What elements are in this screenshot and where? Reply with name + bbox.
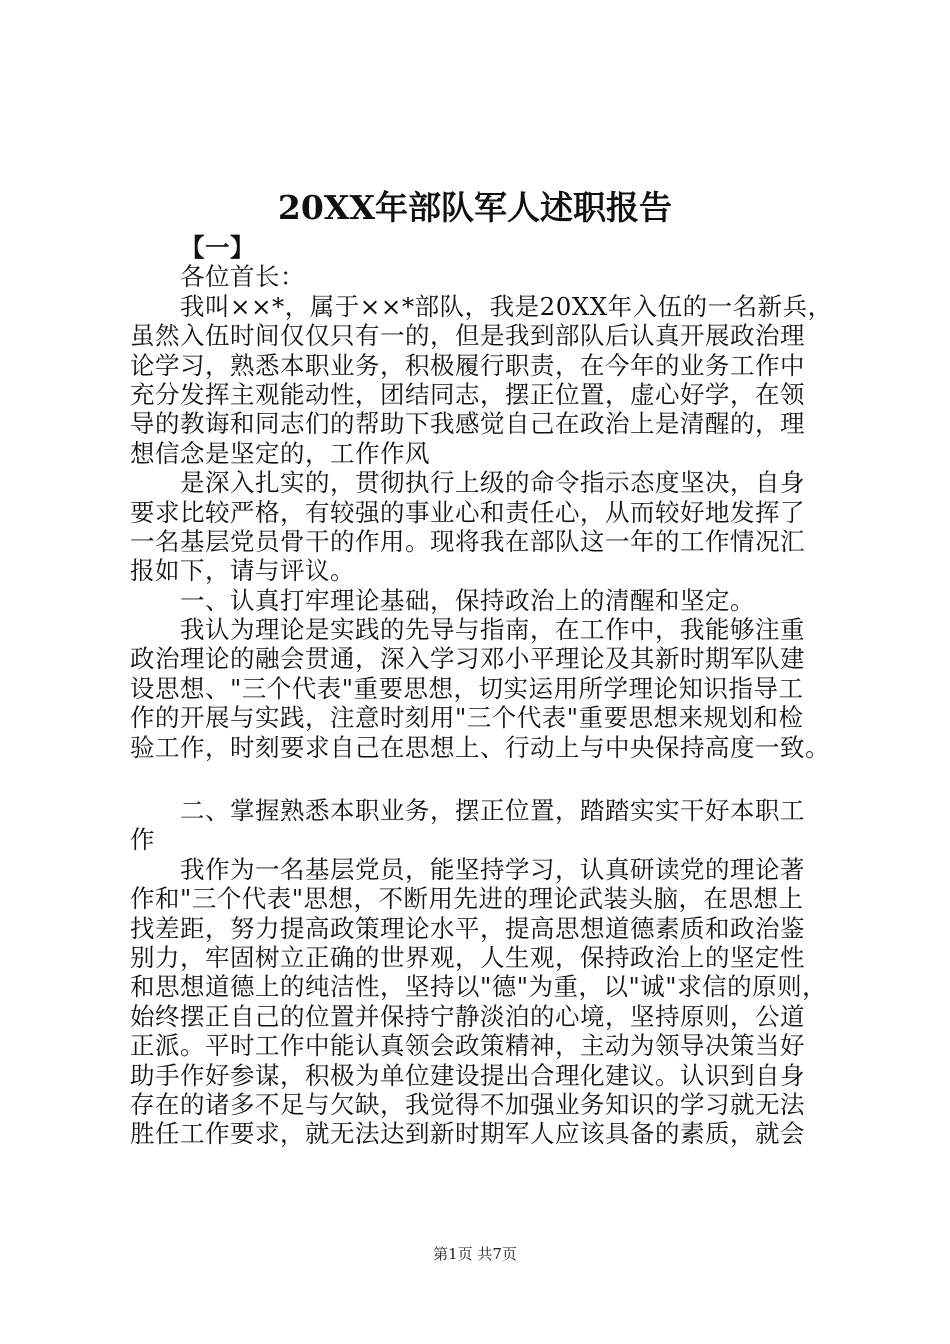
paragraph-line: 胜任工作要求，就无法达到新时期军人应该具备的素质，就会 xyxy=(130,1119,805,1149)
paragraph-gap xyxy=(130,762,850,796)
heading-line: 二、掌握熟悉本职业务，摆正位置，踏踏实实干好本职工 xyxy=(180,796,805,826)
section-label: 【一】 xyxy=(180,233,255,262)
document-body xyxy=(130,233,850,1149)
paragraph-line: 充分发挥主观能动性，团结同志，摆正位置，虚心好学，在领 xyxy=(130,379,805,409)
paragraph-line: 政治理论的融会贯通，深入学习邓小平理论及其新时期军队建 xyxy=(130,644,805,674)
section-heading-2 xyxy=(130,796,850,855)
paragraph-line: 作和"三个代表"思想，不断用先进的理论武装头脑，在思想上 xyxy=(130,884,804,914)
paragraph-4 xyxy=(130,855,850,1149)
paragraph-line: 找差距，努力提高政策理论水平，提高思想道德素质和政治鉴 xyxy=(130,913,805,943)
page-footer: 第1页 共7页 xyxy=(433,1245,517,1263)
paragraph-line: 报如下，请与评议。 xyxy=(130,556,355,586)
document-title: 20XX年部队军人述职报告 xyxy=(277,188,673,227)
paragraph-line: 正派。平时工作中能认真领会政策精神，主动为领导决策当好 xyxy=(130,1031,805,1061)
section-heading-1: 一、认真打牢理论基础，保持政治上的清醒和坚定。 xyxy=(180,585,755,615)
paragraph-line: 设思想、"三个代表"重要思想，切实运用所学理论知识指导工 xyxy=(130,673,804,703)
paragraph-line: 别力，牢固树立正确的世界观，人生观，保持政治上的坚定性 xyxy=(130,942,805,972)
paragraph-2 xyxy=(130,468,850,586)
paragraph-line: 存在的诸多不足与欠缺，我觉得不加强业务知识的学习就无法 xyxy=(130,1089,805,1119)
paragraph-line: 验工作，时刻要求自己在思想上、行动上与中央保持高度一致。 xyxy=(130,732,830,762)
paragraph-line: 要求比较严格，有较强的事业心和责任心，从而较好地发挥了 xyxy=(130,497,805,527)
paragraph-line: 是深入扎实的，贯彻执行上级的命令指示态度坚决，自身 xyxy=(180,468,805,498)
paragraph-line: 我叫××*，属于××*部队，我是20XX年入伍的一名新兵， xyxy=(180,291,833,321)
paragraph-line: 我认为理论是实践的先导与指南，在工作中，我能够注重 xyxy=(180,615,805,645)
paragraph-line: 虽然入伍时间仅仅只有一的，但是我到部队后认真开展政治理 xyxy=(130,321,805,351)
paragraph-line: 始终摆正自己的位置并保持宁静淡泊的心境，坚持原则，公道 xyxy=(130,1001,805,1031)
paragraph-line: 和思想道德上的纯洁性，坚持以"德"为重，以"诚"求信的原则， xyxy=(130,972,828,1002)
salutation: 各位首长： xyxy=(180,262,305,292)
paragraph-line: 论学习，熟悉本职业务，积极履行职责，在今年的业务工作中 xyxy=(130,350,805,380)
paragraph-line: 一名基层党员骨干的作用。现将我在部队这一年的工作情况汇 xyxy=(130,526,805,556)
paragraph-3 xyxy=(130,615,850,762)
paragraph-line: 导的教诲和同志们的帮助下我感觉自己在政治上是清醒的，理 xyxy=(130,409,805,439)
paragraph-line: 想信念是坚定的，工作作风 xyxy=(130,438,430,468)
paragraph-line: 作的开展与实践，注意时刻用"三个代表"重要思想来规划和检 xyxy=(130,703,804,733)
paragraph-line: 助手作好参谋，积极为单位建设提出合理化建议。认识到自身 xyxy=(130,1060,805,1090)
heading-line: 作 xyxy=(130,825,155,855)
paragraph-line: 我作为一名基层党员，能坚持学习，认真研读党的理论著 xyxy=(180,854,805,884)
paragraph-1 xyxy=(130,292,850,468)
